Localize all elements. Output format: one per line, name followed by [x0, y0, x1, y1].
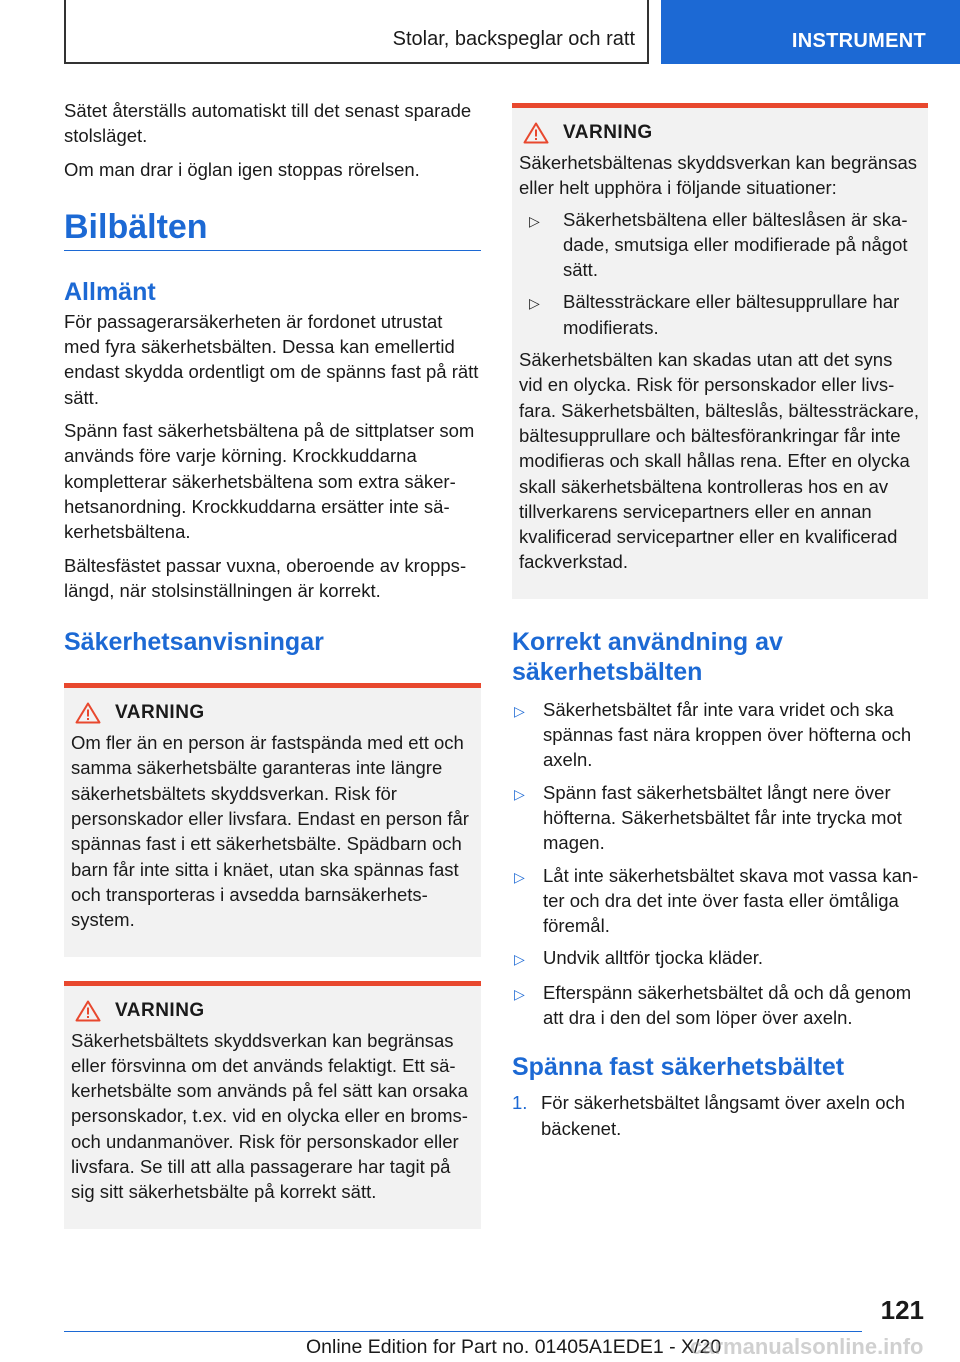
triangle-right-outline-icon: ▷ [514, 868, 525, 885]
list-item [527, 207, 921, 283]
list-item-text: Efterspänn säkerhetsbältet då och då genom att dra i den del som löper över axeln. [543, 981, 912, 1029]
triangle-right-outline-icon: ▷ [529, 212, 540, 229]
chapter-heading: Bilbälten [64, 206, 481, 251]
body-paragraph: För passagerarsäkerheten är fordonet utrustat med fyra säkerhetsbälten. Dessa kan emellertid endast skydda ordentligt om de spänns fast på rätt sätt. [64, 310, 479, 408]
triangle-right-outline-icon: ▷ [514, 702, 525, 719]
warning-text: Om fler än en person är fastspända med ett och samma säkerhetsbälte garanteras inte längre säkerhetsbältets skyddsverkan. Risk för personskador eller livsfara. Endast en person får spännas fast i ett säkerhetsbälte. Spädbarn och barn får inte sitta i knäet, utan ska spännas fast och transporteras i avsedda barnsäkerhetssystem. [71, 732, 469, 931]
intro-paragraph: Om man drar i öglan igen stoppas rörelsen. [64, 158, 420, 180]
body-paragraph: Bältesfästet passar vuxna, oberoende av kroppslängd, när stolsinställningen är korrekt. [64, 554, 467, 601]
list-item-text: Säkerhetsbältet får inte vara vridet och ska spännas fast nära kroppen över höfterna och axeln. [543, 698, 912, 771]
header-chapter-tab[interactable] [661, 0, 960, 64]
triangle-right-outline-icon: ▷ [529, 295, 540, 312]
warning-triangle-icon [75, 1000, 101, 1022]
warning-box [64, 981, 481, 1229]
list-item-text: Undvik alltför tjocka kläder. [543, 947, 764, 969]
warning-header [71, 702, 474, 724]
header-chapter-label: INSTRUMENT [791, 30, 926, 52]
list-item [512, 945, 928, 972]
triangle-right-outline-icon: ▷ [514, 951, 525, 968]
header-section-label: Stolar, backspeglar och ratt [392, 28, 635, 50]
warning-title: VARNING [115, 702, 205, 724]
list-item-text: Spänn fast säkerhetsbältet långt nere över höfterna. Säkerhetsbältet får inte trycka mot magen. [543, 781, 902, 854]
header-section-tab[interactable] [64, 0, 649, 64]
section-heading-fasten: Spänna fast säkerhetsbältet [512, 1053, 845, 1082]
step-text: För säkerhetsbältet långsamt över axeln och bäckenet. [541, 1092, 906, 1139]
warning-text: Säkerhetsbältets skyddsverkan kan begränsas eller försvinna om det används felaktigt. Ett säkerhetsbälte som används på fel sätt kan orsaka personskador, t.ex. vid en olycka eller en broms- och undanmanöver. Risk för personskador eller livsfara. Se till att alla passagerare har tagit på sig sitt säkerhetsbälte på korrekt sätt. [71, 1029, 468, 1203]
list-item-text: Låt inte säkerhetsbältet skava mot vassa kanter och dra det inte över fasta eller ömtåliga föremål. [543, 864, 919, 937]
list-item-text: Säkerhetsbältena eller bälteslåsen är skadade, smutsiga eller modifierade på något sätt. [563, 208, 908, 281]
footer-divider [64, 1331, 862, 1332]
section-heading-safety: Säkerhetsanvisningar [64, 628, 324, 657]
list-item [512, 980, 928, 1031]
warning-title: VARNING [563, 122, 653, 143]
warning-triangle-icon [523, 122, 549, 144]
warning-header [519, 122, 921, 144]
right-column [512, 103, 928, 1148]
warning-box [64, 683, 481, 956]
body-paragraph: Spänn fast säkerhetsbältena på de sittplatser som används före varje körning. Krockkuddarna kompletterar säkerhetsbältena som extra säkerhetsanordning. Krockkuddarna ersätter inte säkerhetsbältena. [64, 420, 475, 543]
warning-header [71, 1000, 474, 1022]
list-item [512, 780, 928, 856]
step-number: 1. [512, 1092, 528, 1114]
warning-text: Säkerhetsbältenas skyddsverkan kan begränsas eller helt upphöra i följande situationer: [519, 152, 917, 199]
warning-title: VARNING [115, 999, 205, 1021]
list-item [527, 289, 921, 340]
triangle-right-outline-icon: ▷ [514, 785, 525, 802]
list-item [512, 697, 928, 773]
warning-box [512, 103, 928, 599]
section-heading-general: Allmänt [64, 277, 156, 306]
watermark: carmanualsonline.info [690, 1334, 924, 1359]
warning-text: Säkerhetsbälten kan skadas utan att det syns vid en olycka. Risk för personskador eller livsfara. Säkerhetsbälten, bälteslås, bältessträckare, bältesupprullare och bältesförankringar får inte modifieras och skall hållas rena. Efter en olycka skall säkerhetsbältena kontrolleras hos en av tillverkarens servicepartners eller en annan kvalificerad servicepartner eller en kvalificerad fackverkstad. [519, 349, 920, 573]
intro-paragraph: Sätet återställs automatiskt till det senast sparade stolsläget. [64, 100, 472, 147]
list-item-text: Bältessträckare eller bältesupprullare har modifierats. [563, 291, 900, 338]
list-item [512, 863, 928, 939]
page-number: 121 [880, 1295, 924, 1325]
numbered-step [512, 1090, 928, 1141]
footer-edition: Online Edition for Part no. 01405A1EDE1 - X/20 [306, 1336, 722, 1358]
triangle-right-outline-icon: ▷ [514, 985, 525, 1002]
section-heading-correct-use: Korrekt användning av säkerhetsbälten [512, 627, 783, 686]
warning-triangle-icon [75, 702, 101, 724]
left-column [64, 98, 481, 1243]
